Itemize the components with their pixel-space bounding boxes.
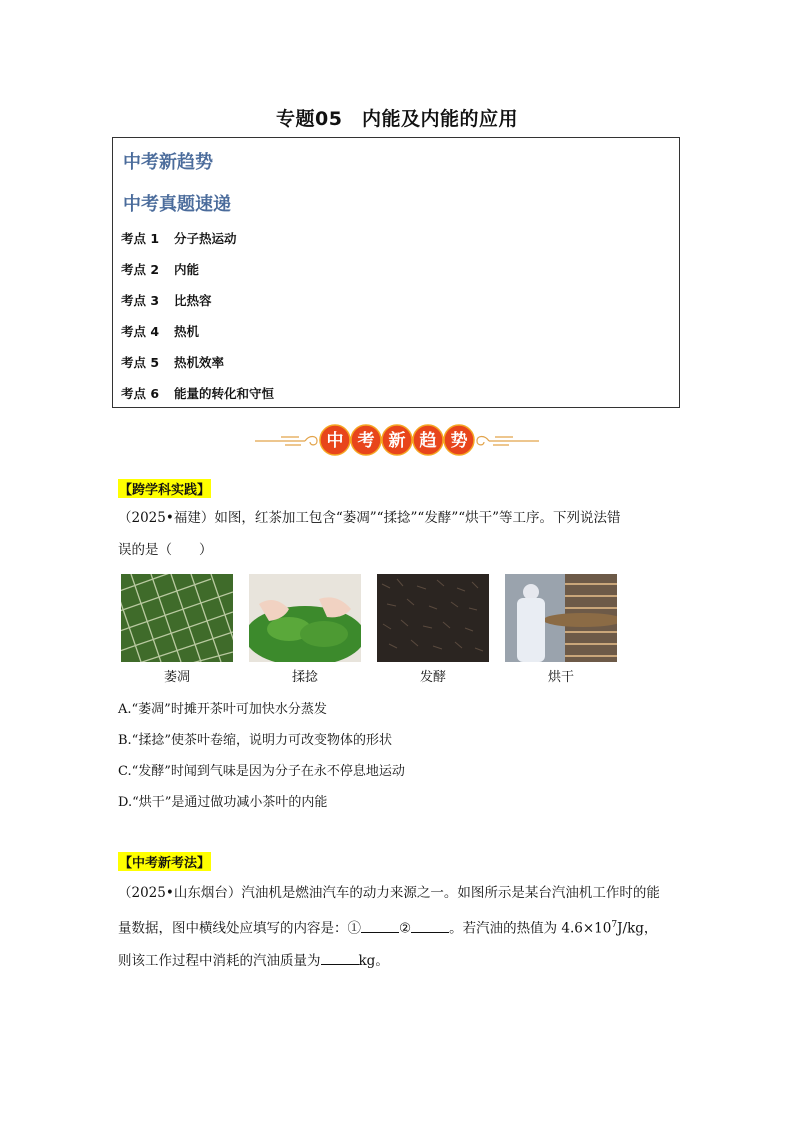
section-banner: [255, 424, 539, 456]
ornament-left-icon: [255, 437, 317, 446]
toc-item[interactable]: 考点 6 能量的转化和守恒: [121, 386, 275, 401]
photo-caption: 烘干: [547, 670, 574, 685]
photo-drying: [505, 574, 617, 662]
question-stem: （2025•福建）如图，红茶加工包含“萎凋”“揉捻”“发酵”“烘干”等工序。下列说法错 误的是（ ）: [118, 510, 621, 558]
option-d: D.“烘干”是通过做功减小茶叶的内能: [118, 795, 328, 810]
option-b: B.“揉捻”使茶叶卷缩，说明力可改变物体的形状: [118, 733, 392, 748]
banner-char: 考: [357, 431, 375, 451]
banner-char: 势: [450, 431, 468, 451]
option-a: A.“萎凋”时摊开茶叶可加快水分蒸发: [118, 702, 327, 717]
photo-withering: [121, 574, 233, 662]
toc-item[interactable]: 考点 5 热机效率: [121, 355, 225, 370]
toc-item[interactable]: 考点 4 热机: [121, 324, 200, 339]
answer-blank: [321, 950, 359, 965]
ornament-right-icon: [477, 437, 539, 446]
toc-item[interactable]: 考点 3 比热容: [121, 293, 212, 308]
photo-caption: 发酵: [419, 670, 446, 685]
page-title: 专题05 内能及内能的应用: [276, 108, 518, 130]
banner-char: 新: [388, 431, 406, 451]
photo-rolling: [249, 574, 361, 662]
option-c: C.“发酵”时闻到气味是因为分子在永不停息地运动: [118, 764, 405, 779]
answer-blank: [361, 918, 399, 933]
question-tag: 【跨学科实践】: [118, 479, 211, 498]
photo-caption: 萎凋: [163, 670, 190, 685]
question-stem: （2025•山东烟台）汽油机是燃油汽车的动力来源之一。如图所示是某台汽油机工作时的能 量数据，图中横线处应填写的内容是：① ② 。若汽油的热值为 $4.6\times 10^7J/kg$， 则该工作过程中消耗的汽油质量为 kg。: [118, 885, 660, 969]
banner-char: 中: [326, 431, 344, 451]
toc-item[interactable]: 考点 1 分子热运动: [121, 231, 237, 246]
question-tag: 【中考新考法】: [118, 852, 211, 871]
banner-char: 趋: [419, 431, 437, 451]
toc-heading-exam[interactable]: 中考真题速递: [123, 194, 231, 215]
table-of-contents: [112, 137, 680, 408]
photo-caption: 揉捻: [291, 670, 318, 685]
toc-item[interactable]: 考点 2 内能: [121, 262, 200, 277]
answer-blank: [411, 918, 449, 933]
photo-fermenting: [377, 574, 489, 662]
toc-heading-trend[interactable]: 中考新趋势: [123, 152, 213, 173]
